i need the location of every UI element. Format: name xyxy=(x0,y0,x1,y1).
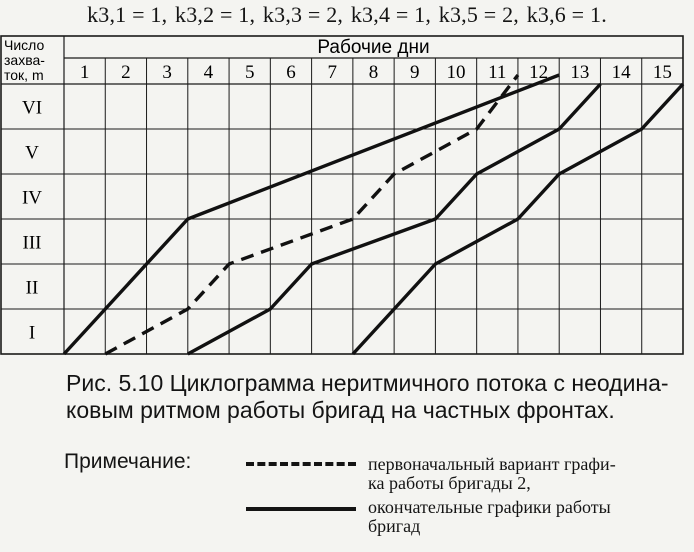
x-tick-label: 10 xyxy=(446,62,466,83)
formula-term: k3,3 = 2, xyxy=(262,2,344,27)
ylabel-line: Число xyxy=(4,37,45,53)
ylabel-line: захва- xyxy=(4,52,45,68)
y-tick-label: III xyxy=(22,232,42,254)
x-tick-label: 14 xyxy=(611,62,631,83)
legend-text-line: бригад xyxy=(368,516,421,536)
formula-term: k3,5 = 2, xyxy=(438,2,519,27)
formula-term: k3,2 = 1, xyxy=(175,2,256,27)
x-tick-label: 6 xyxy=(286,62,296,83)
note-label: Примечание: xyxy=(64,450,192,473)
legend-text-line: ка работы бригады 2, xyxy=(368,473,531,493)
formula-term: k3,4 = 1, xyxy=(350,2,432,27)
legend-text-line: первоначальный вариант графи- xyxy=(368,454,616,474)
legend-text-solid xyxy=(368,498,668,536)
x-tick-label: 13 xyxy=(570,62,590,83)
ylabel-line: ток, m xyxy=(4,67,44,83)
y-tick-label: VI xyxy=(21,97,43,119)
x-tick-label: 1 xyxy=(79,62,90,83)
x-tick-label: 4 xyxy=(203,62,214,83)
y-tick-label: I xyxy=(28,322,36,344)
y-tick-label: IV xyxy=(21,187,43,209)
x-tick-label: 8 xyxy=(368,62,379,83)
x-tick-label: 2 xyxy=(121,62,131,83)
cyclogram-chart xyxy=(0,32,694,362)
y-tick-label: V xyxy=(25,142,39,164)
x-tick-label: 9 xyxy=(410,62,420,83)
x-tick-label: 3 xyxy=(162,62,172,83)
x-tick-label: 11 xyxy=(488,62,507,83)
legend-text-line: окончательные графики работы xyxy=(368,497,611,517)
x-tick-label: 7 xyxy=(327,62,337,83)
x-tick-label: 12 xyxy=(529,62,549,83)
solid-line-sample xyxy=(246,507,356,511)
formula-term: k3,6 = 1. xyxy=(526,2,607,27)
legend-text-dashed xyxy=(368,455,668,493)
figure-caption: Рис. 5.10 Циклограмма неритмичного потока с неодина-ковым ритмом работы бригад на частных фронтах. xyxy=(66,370,669,423)
x-tick-label: 5 xyxy=(244,62,255,83)
formula-line xyxy=(0,0,694,30)
y-tick-label: II xyxy=(25,277,39,299)
cyclogram-svg xyxy=(0,32,694,362)
chart-title: Рабочие дни xyxy=(317,37,430,58)
x-tick-label: 15 xyxy=(652,62,672,83)
dashed-line-sample xyxy=(246,462,356,466)
formula-term: k3,1 = 1, xyxy=(87,2,168,27)
